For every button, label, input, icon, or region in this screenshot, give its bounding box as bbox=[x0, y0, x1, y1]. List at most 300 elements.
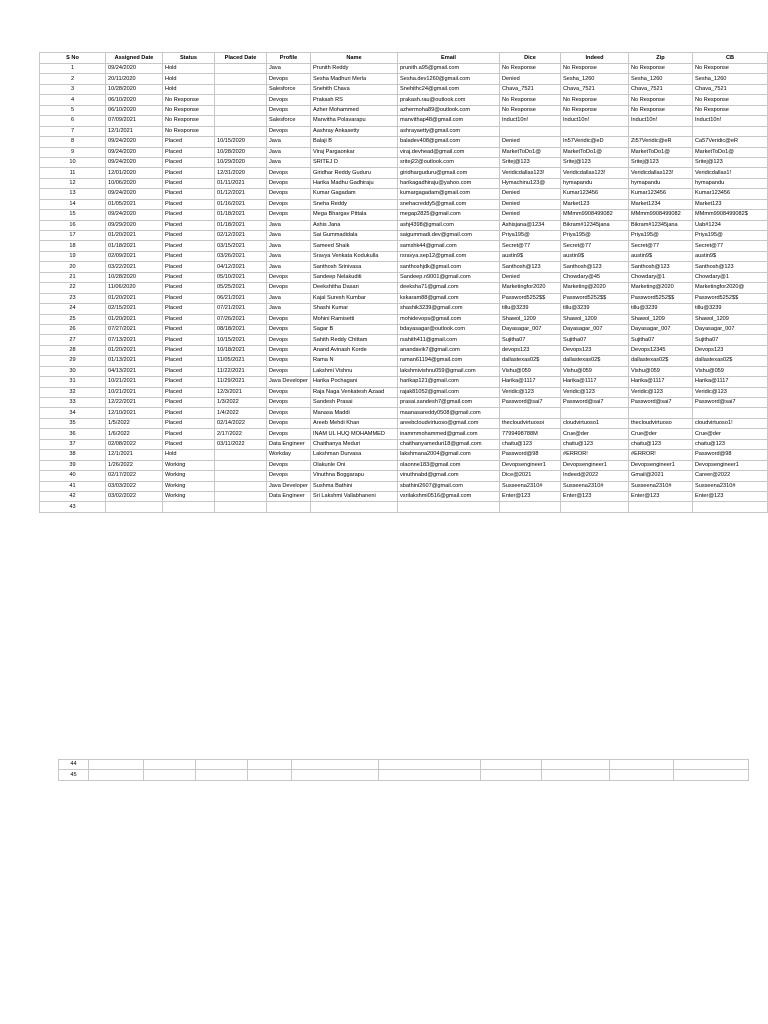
cell-indeed[interactable]: Chowdary@45 bbox=[561, 272, 629, 282]
cell-profile[interactable]: Java bbox=[267, 64, 311, 74]
cell-indeed[interactable]: chaitu@123 bbox=[561, 439, 629, 449]
cell-profile[interactable] bbox=[267, 502, 311, 512]
cell-sno[interactable]: 36 bbox=[40, 429, 106, 439]
cell-status[interactable]: Placed bbox=[163, 387, 215, 397]
cell-assigned-date[interactable]: 09/24/2020 bbox=[106, 137, 163, 147]
cell-name[interactable]: Vinuthna Boggarapu bbox=[311, 471, 398, 481]
cell-name[interactable]: Kumar Gagadam bbox=[311, 189, 398, 199]
cell-zip[interactable]: Sritej@123 bbox=[629, 157, 693, 167]
cell-profile[interactable]: Java Developer bbox=[267, 377, 311, 387]
cell-indeed[interactable] bbox=[561, 408, 629, 418]
cell-assigned-date[interactable]: 06/10/2020 bbox=[106, 95, 163, 105]
cell-assigned-date[interactable]: 01/20/2021 bbox=[106, 231, 163, 241]
cell-profile[interactable]: Devops bbox=[267, 199, 311, 209]
cell-assigned-date[interactable]: 02/17/2022 bbox=[106, 471, 163, 481]
cell-placed-date[interactable]: 01/12/2021 bbox=[215, 189, 267, 199]
cell-zip[interactable]: Santhosh@123 bbox=[629, 262, 693, 272]
cell-assigned-date[interactable]: 09/24/2020 bbox=[106, 147, 163, 157]
cell-placed-date[interactable]: 12/3/2021 bbox=[215, 387, 267, 397]
cell-placed-date[interactable]: 01/16/2021 bbox=[215, 199, 267, 209]
cell-cb[interactable]: hymapandu bbox=[693, 178, 768, 188]
cell-status[interactable]: Placed bbox=[163, 314, 215, 324]
cell-assigned-date[interactable]: 10/28/2020 bbox=[106, 84, 163, 94]
cell-email[interactable]: bdayasagar@outlook.com bbox=[398, 324, 500, 334]
cell-indeed[interactable]: hymapandu bbox=[561, 178, 629, 188]
cell-indeed[interactable]: Sritej@123 bbox=[561, 157, 629, 167]
cell-dice[interactable]: 7799498788M bbox=[500, 429, 561, 439]
cell-zip[interactable]: Gmail@2021 bbox=[629, 471, 693, 481]
cell-indeed[interactable]: MarketToDo1@ bbox=[561, 147, 629, 157]
cell-zip[interactable]: Devopsengineer1 bbox=[629, 460, 693, 470]
cell-placed-date[interactable]: 11/29/2021 bbox=[215, 377, 267, 387]
cell-placed-date[interactable] bbox=[215, 64, 267, 74]
cell-placed-date[interactable]: 1/4/2022 bbox=[215, 408, 267, 418]
cell-assigned-date[interactable]: 02/09/2021 bbox=[106, 251, 163, 261]
cell-cb[interactable]: Crue@der bbox=[693, 429, 768, 439]
cell-indeed[interactable]: Dayasagar_007 bbox=[561, 324, 629, 334]
cell-assigned-date[interactable]: 12/1/2021 bbox=[106, 126, 163, 136]
cell-placed-date[interactable]: 10/15/2020 bbox=[215, 137, 267, 147]
cell-dice[interactable] bbox=[500, 502, 561, 512]
cell-cb[interactable] bbox=[693, 408, 768, 418]
cell-email[interactable]: kumargagadam@gmail.com bbox=[398, 189, 500, 199]
cell-assigned-date[interactable]: 07/09/2021 bbox=[106, 116, 163, 126]
cell-name[interactable]: Manvitha Polavarapu bbox=[311, 116, 398, 126]
cell-cb[interactable]: Devopsengineer1 bbox=[693, 460, 768, 470]
cell-dice[interactable]: MarketToDo1@ bbox=[500, 147, 561, 157]
cell-name[interactable]: Kajal Suresh Kumbar bbox=[311, 293, 398, 303]
cell-assigned-date[interactable]: 20/11/2020 bbox=[106, 74, 163, 84]
cell-name[interactable]: Prakash RS bbox=[311, 95, 398, 105]
cell-profile[interactable]: Devops bbox=[267, 335, 311, 345]
cell-indeed[interactable]: Priya195@ bbox=[561, 231, 629, 241]
cell-cb[interactable]: Career@2022 bbox=[693, 471, 768, 481]
cell-assigned-date[interactable]: 09/24/2020 bbox=[106, 64, 163, 74]
cell-dice[interactable]: No Response bbox=[500, 95, 561, 105]
cell-dice[interactable]: Chava_7521 bbox=[500, 84, 561, 94]
cell-email[interactable]: deeksha71@gmail.com bbox=[398, 283, 500, 293]
cell-sno[interactable]: 1 bbox=[40, 64, 106, 74]
cell-profile[interactable]: Devops bbox=[267, 314, 311, 324]
cell-empty[interactable] bbox=[248, 770, 292, 780]
cell-placed-date[interactable]: 1/3/2022 bbox=[215, 398, 267, 408]
cell-profile[interactable]: Devops bbox=[267, 345, 311, 355]
cell-sno[interactable]: 11 bbox=[40, 168, 106, 178]
cell-empty[interactable] bbox=[542, 770, 610, 780]
cell-profile[interactable]: Devops bbox=[267, 429, 311, 439]
cell-dice[interactable]: Marketingfor2020 bbox=[500, 283, 561, 293]
cell-zip[interactable]: Vishu@059 bbox=[629, 366, 693, 376]
cell-profile[interactable]: Devops bbox=[267, 398, 311, 408]
cell-status[interactable]: Working bbox=[163, 460, 215, 470]
cell-cb[interactable]: Veridicdallas1! bbox=[693, 168, 768, 178]
cell-sno[interactable]: 22 bbox=[40, 283, 106, 293]
cell-assigned-date[interactable]: 03/02/2022 bbox=[106, 491, 163, 501]
cell-status[interactable]: Placed bbox=[163, 398, 215, 408]
header-assigned-date[interactable]: Assigned Date bbox=[106, 53, 163, 64]
cell-email[interactable]: kskaram88@gmail.com bbox=[398, 293, 500, 303]
cell-profile[interactable]: Devops bbox=[267, 471, 311, 481]
cell-email[interactable]: sbathini2607@gmail.com bbox=[398, 481, 500, 491]
cell-indeed[interactable]: Devopsengineer1 bbox=[561, 460, 629, 470]
cell-cb[interactable]: Password@sai7 bbox=[693, 398, 768, 408]
cell-cb[interactable]: cloudvirtuoso1! bbox=[693, 418, 768, 428]
cell-indeed[interactable]: Veridicdallas123! bbox=[561, 168, 629, 178]
cell-sno[interactable]: 37 bbox=[40, 439, 106, 449]
cell-assigned-date[interactable]: 09/24/2020 bbox=[106, 189, 163, 199]
cell-placed-date[interactable]: 01/18/2021 bbox=[215, 220, 267, 230]
cell-dice[interactable]: Secret@77 bbox=[500, 241, 561, 251]
cell-indeed[interactable] bbox=[561, 502, 629, 512]
cell-name[interactable]: Giridhar Reddy Guduru bbox=[311, 168, 398, 178]
cell-indeed[interactable]: Kumar123456 bbox=[561, 189, 629, 199]
cell-name[interactable]: Rama N bbox=[311, 356, 398, 366]
header-zip[interactable]: Zip bbox=[629, 53, 693, 64]
cell-zip[interactable]: Sesha_1260 bbox=[629, 74, 693, 84]
cell-profile[interactable]: Devops bbox=[267, 74, 311, 84]
cell-name[interactable] bbox=[311, 502, 398, 512]
cell-placed-date[interactable]: 12/31/2020 bbox=[215, 168, 267, 178]
cell-email[interactable]: maanasareddy0508@gmail.com bbox=[398, 408, 500, 418]
cell-zip[interactable]: Harika@1117 bbox=[629, 377, 693, 387]
cell-name[interactable]: Chaithanya Meduri bbox=[311, 439, 398, 449]
cell-profile[interactable]: Devops bbox=[267, 324, 311, 334]
cell-sno[interactable]: 13 bbox=[40, 189, 106, 199]
cell-status[interactable]: Placed bbox=[163, 366, 215, 376]
cell-profile[interactable]: Devops bbox=[267, 95, 311, 105]
cell-zip[interactable]: tillu@3239 bbox=[629, 304, 693, 314]
cell-cb[interactable]: No Response bbox=[693, 95, 768, 105]
cell-email[interactable]: mohidevops@gmail.com bbox=[398, 314, 500, 324]
cell-name[interactable]: Aashray Ankasetty bbox=[311, 126, 398, 136]
cell-email[interactable]: rajak81052@gmail.com bbox=[398, 387, 500, 397]
cell-zip[interactable]: Chava_7521 bbox=[629, 84, 693, 94]
cell-placed-date[interactable]: 05/25/2021 bbox=[215, 283, 267, 293]
cell-status[interactable]: Placed bbox=[163, 220, 215, 230]
cell-name[interactable]: Prunith Reddy bbox=[311, 64, 398, 74]
cell-zip[interactable]: Zi57Veridic@eR bbox=[629, 137, 693, 147]
cell-placed-date[interactable]: 01/11/2021 bbox=[215, 178, 267, 188]
cell-assigned-date[interactable]: 01/20/2021 bbox=[106, 314, 163, 324]
cell-status[interactable]: Working bbox=[163, 471, 215, 481]
cell-zip[interactable]: Devops12345 bbox=[629, 345, 693, 355]
cell-assigned-date[interactable]: 1/5/2022 bbox=[106, 418, 163, 428]
cell-profile[interactable]: Devops bbox=[267, 126, 311, 136]
cell-status[interactable]: No Response bbox=[163, 105, 215, 115]
cell-status[interactable]: Placed bbox=[163, 241, 215, 251]
cell-name[interactable]: Sameed Shaik bbox=[311, 241, 398, 251]
cell-email[interactable]: manvithap48@gmail.com bbox=[398, 116, 500, 126]
cell-placed-date[interactable]: 10/18/2021 bbox=[215, 345, 267, 355]
cell-assigned-date[interactable]: 09/29/2020 bbox=[106, 220, 163, 230]
cell-dice[interactable]: Devopsengineer1 bbox=[500, 460, 561, 470]
cell-assigned-date[interactable]: 01/05/2021 bbox=[106, 199, 163, 209]
cell-placed-date[interactable]: 03/11/2022 bbox=[215, 439, 267, 449]
cell-assigned-date[interactable]: 09/24/2020 bbox=[106, 210, 163, 220]
cell-assigned-date[interactable]: 12/10/2021 bbox=[106, 408, 163, 418]
cell-cb[interactable]: Santhosh@123 bbox=[693, 262, 768, 272]
cell-assigned-date[interactable]: 01/18/2021 bbox=[106, 241, 163, 251]
cell-status[interactable]: No Response bbox=[163, 116, 215, 126]
cell-email[interactable]: baladev408@gmail.com bbox=[398, 137, 500, 147]
cell-cb[interactable]: Vishu@059 bbox=[693, 366, 768, 376]
cell-cb[interactable]: Induct10n! bbox=[693, 116, 768, 126]
cell-assigned-date[interactable]: 06/10/2020 bbox=[106, 105, 163, 115]
cell-indeed[interactable]: Vishu@059 bbox=[561, 366, 629, 376]
cell-empty[interactable] bbox=[379, 760, 481, 770]
cell-status[interactable]: No Response bbox=[163, 126, 215, 136]
cell-cb[interactable]: Chowdary@1 bbox=[693, 272, 768, 282]
cell-zip[interactable] bbox=[629, 126, 693, 136]
cell-name[interactable]: Mohini Ramisetti bbox=[311, 314, 398, 324]
cell-dice[interactable] bbox=[500, 126, 561, 136]
header-name[interactable]: Name bbox=[311, 53, 398, 64]
cell-profile[interactable]: Salesforce bbox=[267, 116, 311, 126]
cell-sno[interactable]: 34 bbox=[40, 408, 106, 418]
cell-dice[interactable]: devops123 bbox=[500, 345, 561, 355]
cell-name[interactable]: Sahith Reddy Chittam bbox=[311, 335, 398, 345]
cell-status[interactable]: Placed bbox=[163, 324, 215, 334]
cell-profile[interactable]: Java bbox=[267, 304, 311, 314]
cell-assigned-date[interactable]: 10/06/2020 bbox=[106, 178, 163, 188]
cell-dice[interactable]: Vishu@059 bbox=[500, 366, 561, 376]
cell-dice[interactable]: Denied bbox=[500, 74, 561, 84]
cell-assigned-date[interactable]: 02/08/2022 bbox=[106, 439, 163, 449]
cell-profile[interactable]: Devops bbox=[267, 272, 311, 282]
cell-cb[interactable]: Uab#1234 bbox=[693, 220, 768, 230]
cell-dice[interactable]: Denied bbox=[500, 210, 561, 220]
cell-name[interactable]: Manasa Maddi bbox=[311, 408, 398, 418]
cell-status[interactable] bbox=[163, 502, 215, 512]
cell-zip[interactable]: Bikram#12345jana bbox=[629, 220, 693, 230]
cell-email[interactable]: Snehithc24@gmail.com bbox=[398, 84, 500, 94]
cell-profile[interactable]: Devops bbox=[267, 283, 311, 293]
cell-email[interactable]: sritej22@outlook.com bbox=[398, 157, 500, 167]
cell-status[interactable]: Working bbox=[163, 481, 215, 491]
cell-dice[interactable]: Shawol_1209 bbox=[500, 314, 561, 324]
cell-sno[interactable]: 39 bbox=[40, 460, 106, 470]
cell-status[interactable]: Placed bbox=[163, 231, 215, 241]
cell-email[interactable]: harikagadhiraju@yahoo.com bbox=[398, 178, 500, 188]
cell-assigned-date[interactable]: 10/21/2021 bbox=[106, 387, 163, 397]
cell-zip[interactable]: Veridicdallas123! bbox=[629, 168, 693, 178]
cell-dice[interactable]: Veridic@123 bbox=[500, 387, 561, 397]
cell-dice[interactable]: Denied bbox=[500, 272, 561, 282]
cell-cb[interactable]: Susseena2310# bbox=[693, 481, 768, 491]
cell-zip[interactable] bbox=[629, 502, 693, 512]
cell-profile[interactable]: Java bbox=[267, 241, 311, 251]
cell-dice[interactable]: Password@sai7 bbox=[500, 398, 561, 408]
cell-email[interactable]: Sesha.dev1260@gmail.com bbox=[398, 74, 500, 84]
cell-sno[interactable]: 33 bbox=[40, 398, 106, 408]
header-email[interactable]: Email bbox=[398, 53, 500, 64]
cell-cb[interactable]: chaitu@123 bbox=[693, 439, 768, 449]
cell-sno[interactable]: 41 bbox=[40, 481, 106, 491]
cell-assigned-date[interactable]: 12/22/2021 bbox=[106, 398, 163, 408]
cell-zip[interactable]: Crue@der bbox=[629, 429, 693, 439]
cell-name[interactable]: SRITEJ D bbox=[311, 157, 398, 167]
cell-zip[interactable]: Induct10n! bbox=[629, 116, 693, 126]
cell-email[interactable]: areebcloudvirtuoso@gmail.com bbox=[398, 418, 500, 428]
cell-name[interactable]: INAM UL HUQ MOHAMMED bbox=[311, 429, 398, 439]
cell-profile[interactable]: Data Engineer bbox=[267, 491, 311, 501]
cell-email[interactable]: harikap121@gmail.com bbox=[398, 377, 500, 387]
cell-dice[interactable]: Ashisjana@1234 bbox=[500, 220, 561, 230]
cell-profile[interactable]: Devops bbox=[267, 105, 311, 115]
cell-zip[interactable]: MarketToDo1@ bbox=[629, 147, 693, 157]
cell-name[interactable]: Sagar B bbox=[311, 324, 398, 334]
cell-profile[interactable]: Devops bbox=[267, 387, 311, 397]
cell-dice[interactable]: thecloudvirtuosoi bbox=[500, 418, 561, 428]
cell-assigned-date[interactable] bbox=[106, 502, 163, 512]
cell-zip[interactable]: Password5252$$ bbox=[629, 293, 693, 303]
cell-placed-date[interactable] bbox=[215, 84, 267, 94]
cell-placed-date[interactable]: 07/21/2021 bbox=[215, 304, 267, 314]
cell-empty[interactable] bbox=[674, 770, 749, 780]
cell-sno[interactable]: 5 bbox=[40, 105, 106, 115]
cell-cb[interactable]: Secret@77 bbox=[693, 241, 768, 251]
cell-profile[interactable]: Java Developer bbox=[267, 481, 311, 491]
cell-profile[interactable]: Devops bbox=[267, 418, 311, 428]
cell-status[interactable]: Placed bbox=[163, 189, 215, 199]
cell-empty[interactable] bbox=[292, 760, 379, 770]
cell-name[interactable]: Azher Mohammed bbox=[311, 105, 398, 115]
cell-sno[interactable]: 29 bbox=[40, 356, 106, 366]
cell-email[interactable]: chaithanyameduri18@gmail.com bbox=[398, 439, 500, 449]
cell-indeed[interactable]: MMmm9908499082 bbox=[561, 210, 629, 220]
cell-zip[interactable]: Marketing@2020 bbox=[629, 283, 693, 293]
cell-cb[interactable]: Password@98 bbox=[693, 450, 768, 460]
cell-placed-date[interactable]: 02/12/2021 bbox=[215, 231, 267, 241]
cell-assigned-date[interactable]: 04/13/2021 bbox=[106, 366, 163, 376]
cell-email[interactable]: Sandeep.n9001@gmail.com bbox=[398, 272, 500, 282]
cell-sno[interactable]: 20 bbox=[40, 262, 106, 272]
cell-cb[interactable]: Enter@123 bbox=[693, 491, 768, 501]
cell-indeed[interactable]: Crue@der bbox=[561, 429, 629, 439]
cell-empty[interactable] bbox=[379, 770, 481, 780]
cell-assigned-date[interactable]: 02/15/2021 bbox=[106, 304, 163, 314]
cell-name[interactable]: Sai Gummadidala bbox=[311, 231, 398, 241]
cell-cb[interactable]: tillu@3239 bbox=[693, 304, 768, 314]
header-indeed[interactable]: Indeed bbox=[561, 53, 629, 64]
cell-email[interactable]: rsahith411@gmail.com bbox=[398, 335, 500, 345]
cell-profile[interactable]: Java bbox=[267, 220, 311, 230]
cell-cb[interactable]: Market123 bbox=[693, 199, 768, 209]
cell-cb[interactable]: Devops123 bbox=[693, 345, 768, 355]
cell-indeed[interactable]: #ERROR! bbox=[561, 450, 629, 460]
cell-cb[interactable]: Shawol_1209 bbox=[693, 314, 768, 324]
cell-indeed[interactable]: Sesha_1260 bbox=[561, 74, 629, 84]
cell-placed-date[interactable] bbox=[215, 460, 267, 470]
cell-indeed[interactable]: Market123 bbox=[561, 199, 629, 209]
cell-placed-date[interactable] bbox=[215, 74, 267, 84]
cell-zip[interactable]: Chowdary@1 bbox=[629, 272, 693, 282]
cell-status[interactable]: Placed bbox=[163, 251, 215, 261]
cell-status[interactable]: Placed bbox=[163, 157, 215, 167]
cell-indeed[interactable]: Indeed@2022 bbox=[561, 471, 629, 481]
cell-dice[interactable]: Induct10n! bbox=[500, 116, 561, 126]
cell-placed-date[interactable] bbox=[215, 126, 267, 136]
cell-email[interactable]: vinuthnabd@gmail.com bbox=[398, 471, 500, 481]
cell-dice[interactable]: Dayasagar_007 bbox=[500, 324, 561, 334]
cell-profile[interactable]: Salesforce bbox=[267, 84, 311, 94]
cell-assigned-date[interactable]: 03/22/2021 bbox=[106, 262, 163, 272]
cell-email[interactable]: anandavik7@gmail.com bbox=[398, 345, 500, 355]
cell-status[interactable]: Placed bbox=[163, 283, 215, 293]
cell-indeed[interactable]: No Response bbox=[561, 105, 629, 115]
cell-zip[interactable]: hymapandu bbox=[629, 178, 693, 188]
cell-empty[interactable] bbox=[610, 770, 674, 780]
cell-dice[interactable]: Enter@123 bbox=[500, 491, 561, 501]
cell-sno[interactable]: 25 bbox=[40, 314, 106, 324]
cell-email[interactable]: lakshmana2004@gmail.com bbox=[398, 450, 500, 460]
header-status[interactable]: Status bbox=[163, 53, 215, 64]
cell-email[interactable]: megap2825@gmail.com bbox=[398, 210, 500, 220]
cell-name[interactable]: Raja Naga Venkatesh Azaad bbox=[311, 387, 398, 397]
cell-name[interactable]: Sri Lakshmi Vallabhaneni bbox=[311, 491, 398, 501]
cell-sno[interactable]: 6 bbox=[40, 116, 106, 126]
cell-zip[interactable]: austin9$ bbox=[629, 251, 693, 261]
cell-name[interactable]: Sandesh Prasai bbox=[311, 398, 398, 408]
cell-profile[interactable]: Java bbox=[267, 262, 311, 272]
cell-empty[interactable] bbox=[481, 760, 542, 770]
cell-placed-date[interactable]: 06/21/2021 bbox=[215, 293, 267, 303]
cell-zip[interactable]: dallastexas02$ bbox=[629, 356, 693, 366]
cell-indeed[interactable]: No Response bbox=[561, 95, 629, 105]
cell-cb[interactable]: Veridic@123 bbox=[693, 387, 768, 397]
cell-sno[interactable]: 38 bbox=[40, 450, 106, 460]
cell-name[interactable]: Harika Madhu Gadhiraju bbox=[311, 178, 398, 188]
cell-email[interactable]: santhoshjdk@gmail.com bbox=[398, 262, 500, 272]
cell-cb[interactable]: Chava_7521 bbox=[693, 84, 768, 94]
cell-cb[interactable] bbox=[693, 502, 768, 512]
cell-dice[interactable]: Hymachinu123@ bbox=[500, 178, 561, 188]
cell-indeed[interactable]: Susseena2310# bbox=[561, 481, 629, 491]
cell-assigned-date[interactable]: 07/13/2021 bbox=[106, 335, 163, 345]
cell-empty[interactable] bbox=[89, 760, 144, 770]
cell-cb[interactable]: No Response bbox=[693, 105, 768, 115]
cell-status[interactable]: Placed bbox=[163, 272, 215, 282]
cell-placed-date[interactable]: 04/12/2021 bbox=[215, 262, 267, 272]
cell-empty[interactable] bbox=[292, 770, 379, 780]
cell-cb[interactable]: Kumar123456 bbox=[693, 189, 768, 199]
cell-indeed[interactable]: Enter@123 bbox=[561, 491, 629, 501]
cell-status[interactable]: Placed bbox=[163, 439, 215, 449]
cell-assigned-date[interactable]: 1/26/2022 bbox=[106, 460, 163, 470]
cell-empty[interactable] bbox=[248, 760, 292, 770]
cell-email[interactable]: prasai.sandesh7@gmail.com bbox=[398, 398, 500, 408]
cell-zip[interactable]: Secret@77 bbox=[629, 241, 693, 251]
cell-placed-date[interactable]: 03/26/2021 bbox=[215, 251, 267, 261]
cell-cb[interactable]: No Response bbox=[693, 64, 768, 74]
cell-email[interactable]: rsravya.sep12@gmail.com bbox=[398, 251, 500, 261]
cell-profile[interactable]: Java bbox=[267, 147, 311, 157]
cell-indeed[interactable]: dallastexas02$ bbox=[561, 356, 629, 366]
cell-placed-date[interactable]: 01/18/2021 bbox=[215, 210, 267, 220]
cell-assigned-date[interactable]: 09/24/2020 bbox=[106, 157, 163, 167]
cell-cb[interactable]: Sujitha07 bbox=[693, 335, 768, 345]
cell-cb[interactable]: Sritej@123 bbox=[693, 157, 768, 167]
cell-empty[interactable] bbox=[610, 760, 674, 770]
cell-sno[interactable]: 19 bbox=[40, 251, 106, 261]
cell-assigned-date[interactable]: 07/27/2021 bbox=[106, 324, 163, 334]
cell-status[interactable]: Hold bbox=[163, 64, 215, 74]
cell-indeed[interactable]: Password5252$$ bbox=[561, 293, 629, 303]
cell-indeed[interactable]: Bikram#12345jana bbox=[561, 220, 629, 230]
cell-sno[interactable]: 21 bbox=[40, 272, 106, 282]
cell-zip[interactable] bbox=[629, 408, 693, 418]
header-profile[interactable]: Profile bbox=[267, 53, 311, 64]
